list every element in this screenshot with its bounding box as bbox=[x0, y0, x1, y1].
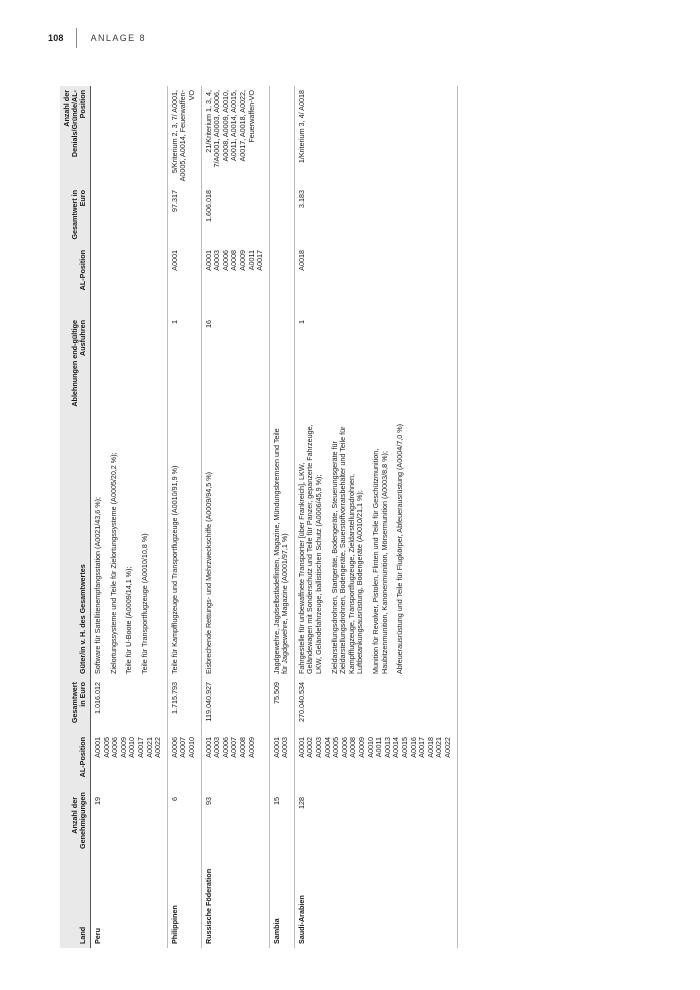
al-position-code: A0005 bbox=[331, 737, 341, 758]
al-position-code: A0003 bbox=[280, 737, 290, 758]
goods-entry: Software für Satellitenempfangsstation (A0021/43,6 %); bbox=[93, 497, 102, 674]
col-header-ablehnungen: Ablehnungen end-gültige Ausfuhren bbox=[60, 316, 91, 416]
al-position-code: A0018 bbox=[296, 250, 306, 271]
al-position-code: A0006 bbox=[220, 250, 230, 271]
al-position-code: A0004 bbox=[322, 737, 332, 758]
cell-land: Sambia bbox=[269, 853, 294, 948]
page-number: 108 bbox=[48, 33, 64, 43]
cell-land: Saudi-Arabien bbox=[294, 853, 457, 948]
al-position-code: A0010 bbox=[127, 737, 137, 758]
al-position-code: A0003 bbox=[314, 737, 324, 758]
cell-ablehnungen: 1 bbox=[294, 316, 457, 416]
cell-gesamtwert: 1.016.012 bbox=[93, 682, 102, 714]
al-position-code: A0008 bbox=[237, 737, 247, 758]
goods-entry: Teile für Transportflugzeuge (A0010/10,8 %) bbox=[139, 533, 149, 674]
cell-denials: 21/Kriterium 1, 3, 4, 7/A0001, A0003, A0006, A0008, A0009, A0010, A0011, A0014, A0015, A0017, A0018, A0022, Feuerwaffen-VO bbox=[201, 86, 269, 186]
cell-gesamtwert-2: 1.606.018 bbox=[201, 186, 269, 246]
al-position-code: A0014 bbox=[391, 737, 401, 758]
col-header-land: Land bbox=[60, 853, 91, 948]
al-position-code: A0002 bbox=[305, 737, 315, 758]
table-body bbox=[91, 86, 458, 948]
cell-gueter bbox=[167, 416, 201, 678]
goods-entry: Zielortungssysteme und Teile für Zielortungssysteme (A0005/20,2 %); bbox=[108, 452, 118, 674]
al-position-code: A0017 bbox=[417, 737, 427, 758]
cell-al-position-2 bbox=[201, 246, 269, 316]
al-position-code: A0011 bbox=[246, 250, 256, 271]
al-position-code: A0016 bbox=[408, 737, 418, 758]
al-position-code: A0006 bbox=[339, 737, 349, 758]
al-position-code: A0003 bbox=[212, 737, 222, 758]
cell-gesamtwert: 119.040.927 bbox=[201, 678, 269, 733]
cell-gueter bbox=[91, 416, 168, 678]
goods-entry: Munition für Revolver, Pistolen, Flinten und Teile für Geschützmunition, Haubitzenmunition, Kanonenmunition, Mörsermunition (A0003/8,8 %); bbox=[371, 448, 389, 674]
cell-gesamtwert-2 bbox=[269, 186, 294, 246]
al-position-code: A0011 bbox=[374, 737, 384, 758]
cell-land: Philippinen bbox=[167, 853, 201, 948]
col-header-anzahl: Anzahl der Genehmigungen bbox=[60, 793, 91, 853]
cell-al-position-2 bbox=[91, 246, 168, 316]
cell-ablehnungen: 16 bbox=[201, 316, 269, 416]
table-row bbox=[294, 86, 457, 948]
al-position-code: A0021 bbox=[434, 737, 444, 758]
cell-al-position bbox=[201, 733, 269, 793]
goods-entry: Teile für U-Boote (A0009/14,1 %); bbox=[124, 566, 134, 674]
cell-land: Russische Föderation bbox=[201, 853, 269, 948]
cell-anzahl: 93 bbox=[201, 793, 269, 853]
cell-al-position bbox=[294, 733, 457, 793]
cell-anzahl: 128 bbox=[294, 793, 457, 853]
cell-denials bbox=[91, 86, 168, 186]
cell-al-position bbox=[269, 733, 294, 793]
al-position-code: A0015 bbox=[400, 737, 409, 758]
al-position-code: A0022 bbox=[442, 737, 452, 758]
cell-denials: 5/Kriterium 2, 3, 7/ A0001, A0005, A0014, Feuerwaffen-VO bbox=[167, 86, 201, 186]
cell-al-position-2 bbox=[294, 246, 457, 316]
al-position-code: A0008 bbox=[229, 250, 239, 271]
cell-ablehnungen: 1 bbox=[167, 316, 201, 416]
al-position-code: A0009 bbox=[237, 250, 247, 271]
al-position-code: A0006 bbox=[169, 737, 179, 758]
cell-gesamtwert-2: 97.317 bbox=[167, 186, 201, 246]
table-row bbox=[91, 86, 168, 948]
goods-entry: Abfeuerausrüstung und Teile für Flugkörper, Abfeuerausrüstung (A0004/7,0 %) bbox=[395, 424, 405, 674]
al-position-code: A0001 bbox=[203, 737, 213, 758]
cell-land: Peru bbox=[93, 928, 102, 944]
cell-gesamtwert: 1.715.793 bbox=[167, 678, 201, 733]
goods-entry: Eisbrechende Rettungs- und Mehrzweckschiffe (A0009/94,5 %) bbox=[203, 471, 213, 674]
cell-gesamtwert-2: 3.183 bbox=[294, 186, 457, 246]
col-header-gueter: Güter/in v. H. des Gesamtwertes bbox=[60, 416, 91, 678]
cell-gueter bbox=[269, 416, 294, 678]
al-position-code: A0003 bbox=[212, 250, 222, 271]
al-position-code: A0022 bbox=[153, 737, 163, 758]
goods-entry: Teile für Kampfflugzeuge und Transportflugzeuge (A0010/91,9 %) bbox=[169, 465, 179, 674]
cell-ablehnungen bbox=[269, 316, 294, 416]
cell-anzahl: 6 bbox=[167, 793, 201, 853]
header-divider bbox=[76, 28, 77, 48]
cell-al-position-2 bbox=[269, 246, 294, 316]
col-header-al-position: AL-Position bbox=[60, 733, 91, 793]
al-position-code: A0010 bbox=[365, 737, 375, 758]
col-header-gesamtwert-2: Gesamtwert in Euro bbox=[60, 186, 91, 246]
section-title: ANLAGE 8 bbox=[90, 33, 146, 43]
export-licences-table bbox=[60, 86, 458, 948]
al-position-code: A0006 bbox=[110, 737, 120, 758]
cell-denials bbox=[269, 86, 294, 186]
al-position-code: A0007 bbox=[229, 737, 239, 758]
col-header-denials: Anzahl der Denials/Gründe/AL-Position bbox=[60, 86, 91, 186]
goods-entry: Zieldarstellungsdrohnen, Startgeräte, Bodengeräte, Steuerungsgeräte für Zieldarstellungsdrohnen, Bodengeräte, Sauerstoffvorratsbehälter und Teile für Kampfflugzeuge, Transportflugzeuge, Zieldarstellungsdrohnen, Luftbetankungsausrüstung, Bodengeräte (A0010/21,1 %); bbox=[329, 426, 365, 674]
table-row bbox=[201, 86, 269, 948]
cell-gueter bbox=[294, 416, 457, 678]
cell-gesamtwert-2 bbox=[91, 186, 168, 246]
table-header-row bbox=[60, 86, 91, 948]
al-position-code: A0005 bbox=[101, 737, 111, 758]
al-position-code: A0006 bbox=[220, 737, 230, 758]
cell-denials: 1/Kriterium 3, 4/ A0018 bbox=[294, 86, 457, 186]
al-position-code: A0017 bbox=[135, 737, 145, 758]
cell-al-position bbox=[91, 733, 168, 793]
rotated-table-container bbox=[60, 86, 642, 948]
al-position-code: A0021 bbox=[144, 737, 154, 758]
al-position-code: A0007 bbox=[178, 737, 188, 758]
table-row bbox=[167, 86, 201, 948]
col-header-al-position-2: AL-Position bbox=[60, 246, 91, 316]
cell-gesamtwert: 270.040.534 bbox=[294, 678, 457, 733]
cell-ablehnungen bbox=[91, 316, 168, 416]
goods-entry: Fahrgestelle für unbewaffnete Transporter [über Frankreich], LKW, Geländewagen mit Sonderschutz und Teile für Panzer, gepanzerte Fahrzeuge, LKW, Geländefahrzeuge, ballistischen Schutz (A0006/45,9 %); bbox=[296, 424, 324, 674]
al-position-code: A0001 bbox=[203, 250, 213, 271]
al-position-code: A0018 bbox=[425, 737, 435, 758]
al-position-code: A0013 bbox=[382, 737, 392, 758]
goods-entry: Jagdgewehre, Jagdselbstladeflinten, Magazine, Mündungsbremsen und Teile für Jagdgewehre, Magazine (A0001/97,1 %) bbox=[271, 428, 290, 674]
col-header-gesamtwert: Gesamtwert in Euro bbox=[60, 678, 91, 733]
al-position-code: A0008 bbox=[348, 737, 358, 758]
cell-al-position bbox=[167, 733, 201, 793]
page-header bbox=[48, 28, 146, 48]
table-frame bbox=[60, 86, 642, 948]
al-position-code: A0001 bbox=[93, 737, 102, 758]
cell-anzahl: 15 bbox=[269, 793, 294, 853]
cell-gesamtwert: 75.509 bbox=[269, 678, 294, 733]
table-row bbox=[269, 86, 294, 948]
al-position-code: A0017 bbox=[255, 250, 265, 271]
al-position-code: A0009 bbox=[246, 737, 256, 758]
al-position-code: A0001 bbox=[169, 250, 179, 271]
al-position-code: A0009 bbox=[118, 737, 128, 758]
al-position-code: A0010 bbox=[186, 737, 196, 758]
cell-al-position-2 bbox=[167, 246, 201, 316]
al-position-code: A0009 bbox=[357, 737, 367, 758]
cell-anzahl: 19 bbox=[93, 797, 102, 805]
al-position-code: A0001 bbox=[296, 737, 306, 758]
cell-gueter bbox=[201, 416, 269, 678]
al-position-code: A0001 bbox=[271, 737, 281, 758]
